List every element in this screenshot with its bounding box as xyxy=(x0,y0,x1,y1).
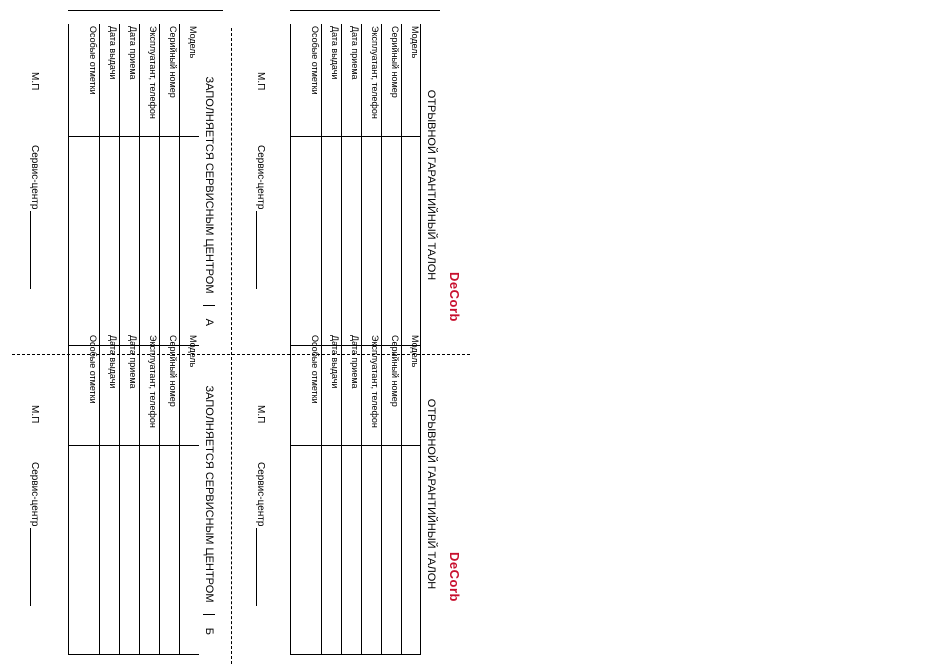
row-label: Модель xyxy=(410,26,420,59)
coupon-row xyxy=(361,333,381,655)
signature-line xyxy=(30,211,31,289)
stamp-place-label: М.П xyxy=(29,72,40,91)
service-coupon-b xyxy=(69,333,219,655)
row-label: Серийный номер xyxy=(168,26,178,98)
row-label: Дата приема xyxy=(350,335,360,389)
coupon-row xyxy=(341,333,361,655)
coupon-row xyxy=(381,333,401,655)
row-label: Эксплуатант, телефон xyxy=(370,335,380,428)
coupon-row xyxy=(381,24,401,346)
coupon-row xyxy=(341,24,361,346)
service-center-label: Сервис-центр xyxy=(29,462,40,527)
row-label: Особые отметки xyxy=(310,335,320,404)
coupon-row xyxy=(321,24,341,346)
coupon-title: ОТРЫВНОЙ ГАРАНТИЙНЫЙ ТАЛОН xyxy=(420,24,441,346)
signature-line xyxy=(256,211,257,289)
brand-logo: DeCorb xyxy=(447,272,462,322)
service-center-signature xyxy=(255,462,266,606)
row-label: Серийный номер xyxy=(390,26,400,98)
coupon-row xyxy=(159,24,179,346)
coupon-row xyxy=(139,24,159,346)
row-label: Особые отметки xyxy=(310,26,320,95)
coupon-letter: Б xyxy=(203,627,215,635)
coupon-row xyxy=(179,24,199,346)
coupon-title xyxy=(199,24,219,346)
row-label: Дата выдачи xyxy=(108,26,118,80)
coupon-letter: А xyxy=(203,318,215,326)
stamp-place-label: М.П xyxy=(29,405,40,424)
coupon-row xyxy=(119,24,139,346)
service-center-signature xyxy=(29,462,40,606)
coupon-title-text: ЗАПОЛНЯЕТСЯ СЕРВИСНЫМ ЦЕНТРОМ xyxy=(203,76,215,294)
stamp-place-label: М.П xyxy=(255,405,266,424)
coupon-row xyxy=(401,333,421,655)
row-label: Особые отметки xyxy=(88,335,98,404)
coupon-row xyxy=(361,24,381,346)
row-label: Дата выдачи xyxy=(330,335,340,389)
row-label: Дата приема xyxy=(128,26,138,80)
row-label: Эксплуатант, телефон xyxy=(148,335,158,428)
row-label: Модель xyxy=(188,26,198,59)
row-label: Дата приема xyxy=(350,26,360,80)
service-center-signature xyxy=(29,145,40,289)
service-center-label: Сервис-центр xyxy=(255,145,266,210)
top-rule-right xyxy=(290,10,440,11)
row-label: Модель xyxy=(410,335,420,368)
vertical-cut-line xyxy=(231,28,232,664)
letter-divider xyxy=(203,614,215,615)
row-label: Особые отметки xyxy=(88,26,98,95)
coupon-row xyxy=(292,24,321,346)
coupon-row xyxy=(119,333,139,655)
service-center-label: Сервис-центр xyxy=(255,462,266,527)
coupon-title xyxy=(199,333,219,655)
signature-line xyxy=(256,528,257,606)
stamp-place-label: М.П xyxy=(255,72,266,91)
row-label: Дата выдачи xyxy=(108,335,118,389)
row-label: Модель xyxy=(188,335,198,368)
service-center-signature xyxy=(255,145,266,289)
signature-line xyxy=(30,528,31,606)
service-center-label: Сервис-центр xyxy=(29,145,40,210)
coupon-row xyxy=(99,24,119,346)
coupon-row xyxy=(179,333,199,655)
coupon-row xyxy=(401,24,421,346)
row-label: Эксплуатант, телефон xyxy=(148,26,158,119)
letter-divider xyxy=(203,305,215,306)
coupon-row xyxy=(139,333,159,655)
coupon-row xyxy=(292,333,321,655)
coupon-row xyxy=(159,333,179,655)
main-coupon-bottom xyxy=(291,333,441,655)
row-label: Эксплуатант, телефон xyxy=(370,26,380,119)
service-coupon-a xyxy=(69,24,219,346)
brand-logo: DeCorb xyxy=(447,552,462,602)
coupon-row xyxy=(70,24,99,346)
main-coupon-top xyxy=(291,24,441,346)
row-label: Дата выдачи xyxy=(330,26,340,80)
coupon-row xyxy=(99,333,119,655)
row-label: Серийный номер xyxy=(168,335,178,407)
top-rule-left xyxy=(68,10,223,11)
coupon-title: ОТРЫВНОЙ ГАРАНТИЙНЫЙ ТАЛОН xyxy=(420,333,441,655)
coupon-row xyxy=(70,333,99,655)
row-label: Серийный номер xyxy=(390,335,400,407)
coupon-row xyxy=(321,333,341,655)
coupon-title-text: ЗАПОЛНЯЕТСЯ СЕРВИСНЫМ ЦЕНТРОМ xyxy=(203,385,215,603)
row-label: Дата приема xyxy=(128,335,138,389)
